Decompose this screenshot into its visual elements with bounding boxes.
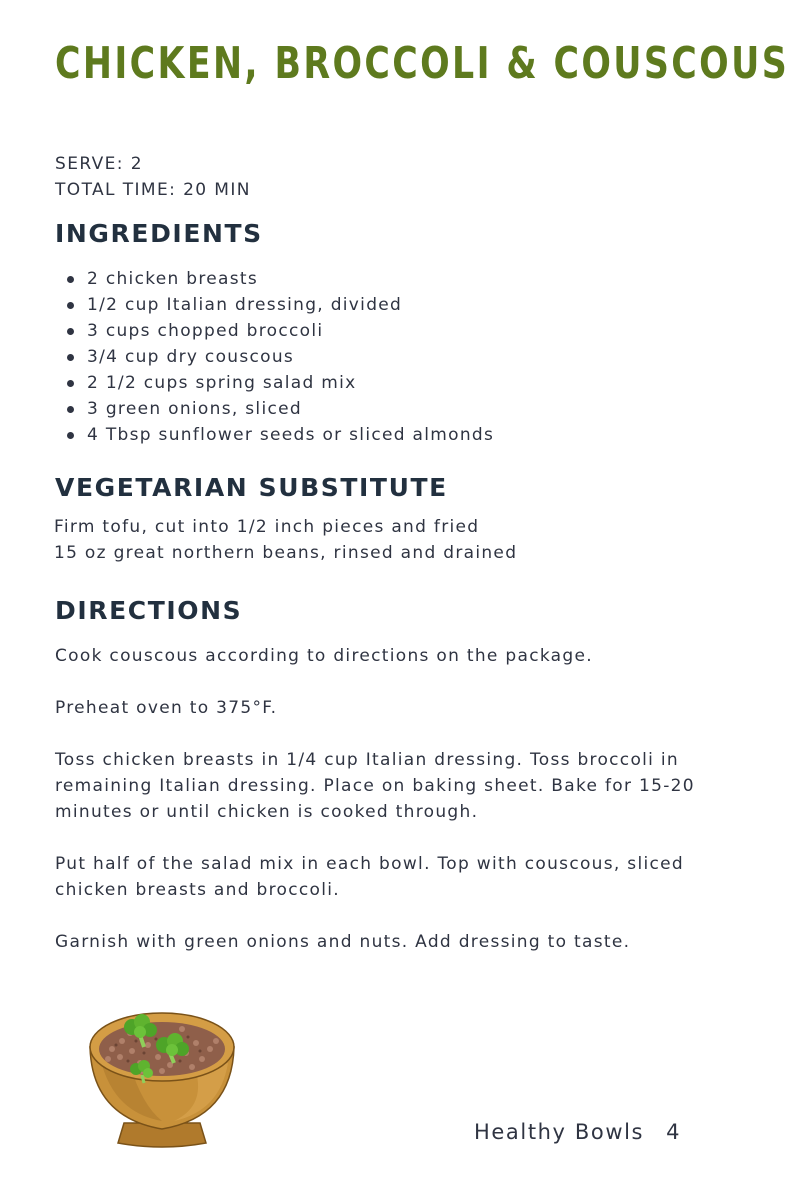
vegetarian-substitute: [54, 514, 517, 566]
total-time-text: TOTAL TIME: 20 MIN: [55, 180, 251, 200]
page-number: 4: [666, 1120, 682, 1144]
ingredient-item: 3 green onions, sliced: [55, 396, 494, 422]
ingredients-list: [55, 266, 494, 448]
recipe-meta: [55, 151, 251, 203]
direction-step: Cook couscous according to directions on the package.: [55, 646, 593, 666]
recipe-title: CHICKEN, BROCCOLI & COUSCOUS: [55, 38, 790, 89]
ingredient-item: 4 Tbsp sunflower seeds or sliced almonds: [55, 422, 494, 448]
direction-step: Put half of the salad mix in each bowl. Top with couscous, sliced chicken breasts and broccoli.: [55, 854, 685, 900]
page-footer: [474, 1120, 681, 1144]
ingredient-item: 2 chicken breasts: [55, 266, 494, 292]
ingredients-heading: INGREDIENTS: [55, 219, 263, 248]
vegetarian-heading: VEGETARIAN SUBSTITUTE: [55, 473, 448, 502]
directions-steps: [55, 643, 755, 981]
ingredient-item: 3 cups chopped broccoli: [55, 318, 494, 344]
directions-heading: DIRECTIONS: [55, 596, 243, 625]
ingredient-item: 3/4 cup dry couscous: [55, 344, 494, 370]
direction-step: Preheat oven to 375°F.: [55, 698, 278, 718]
direction-step: Toss chicken breasts in 1/4 cup Italian dressing. Toss broccoli in remaining Italian dressing. Place on baking sheet. Bake for 15-20 minutes or until chicken is cooked through.: [55, 750, 695, 822]
servings-text: SERVE: 2: [55, 154, 143, 174]
ingredient-item: 1/2 cup Italian dressing, divided: [55, 292, 494, 318]
vegetarian-line: Firm tofu, cut into 1/2 inch pieces and fried: [54, 517, 480, 537]
ingredient-item: 2 1/2 cups spring salad mix: [55, 370, 494, 396]
vegetarian-line: 15 oz great northern beans, rinsed and drained: [54, 543, 518, 563]
couscous-bowl-illustration: [82, 1005, 242, 1150]
book-title: Healthy Bowls: [474, 1120, 645, 1144]
direction-step: Garnish with green onions and nuts. Add dressing to taste.: [55, 932, 631, 952]
